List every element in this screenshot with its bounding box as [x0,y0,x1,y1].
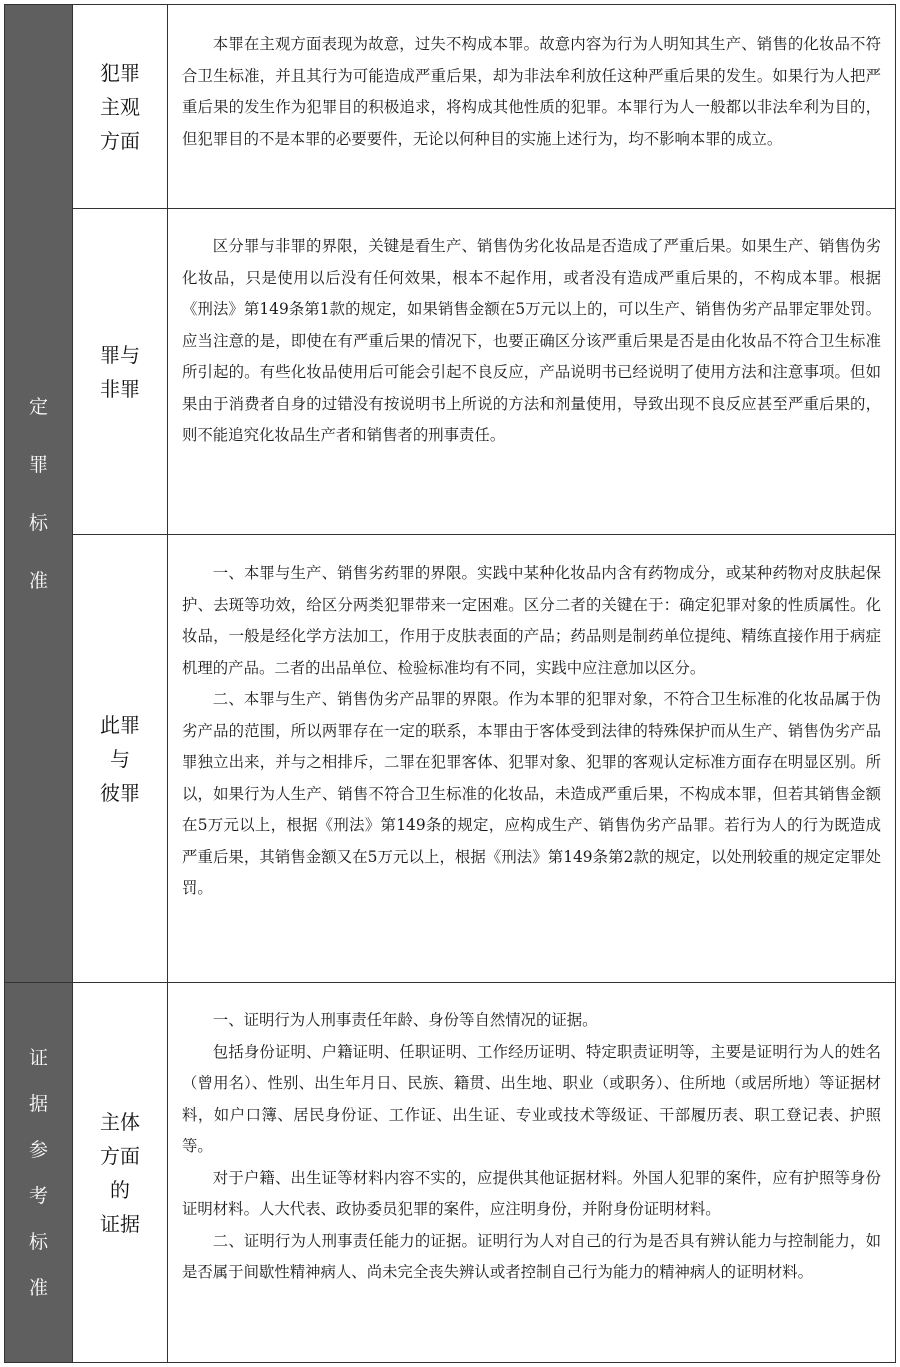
row-label-line: 彼罪 [100,780,140,805]
section-char: 参 [28,1138,48,1161]
row-label-line: 犯罪 [100,60,140,85]
paragraph: 二、证明行为人刑事责任能力的证据。证明行为人对自己的行为是否具有辨认能力与控制能力，如是否属于间歇性精神病人、尚未完全丧失辨认或者控制自己行为能力的精神病人的证明材料。 [182,1231,881,1281]
row-label-line: 此罪 [100,712,140,737]
section-char: 标 [28,511,48,534]
section-char: 据 [28,1092,48,1115]
section-char: 标 [28,1230,48,1253]
section-char: 准 [28,569,48,592]
section-label-evidence-standard [5,983,73,1362]
row-label-line: 方面 [100,1143,140,1168]
paragraph: 一、证明行为人刑事责任年龄、身份等自然情况的证据。 [212,1011,598,1029]
row-label-crime-or-not [73,209,168,535]
row-label-line: 主观 [100,94,140,119]
section-char: 证 [28,1046,48,1069]
section-label-conviction-standard [5,5,73,983]
paragraph: 对于户籍、出生证等材料内容不实的，应提供其他证据材料。外国人犯罪的案件，应有护照等身份证明材料。人大代表、政协委员犯罪的案件，应注明身份，并附身份证明材料。 [182,1168,881,1218]
row-label-subjective-aspect [73,5,168,209]
row-content-this-vs-other-crime [168,535,895,983]
section-char: 罪 [28,453,48,476]
paragraph: 一、本罪与生产、销售劣药罪的界限。实践中某种化妆品内含有药物成分，或某种药物对皮肤起保护、去斑等功效，给区分两类犯罪带来一定困难。区分二者的关键在于：确定犯罪对象的性质属性。化妆品，一般是经化学方法加工，作用于皮肤表面的产品；药品则是制药单位提纯、精练直接作用于病症机理的产品。二者的出品单位、检验标准均有不同，实践中应注意加以区分。 [182,564,881,677]
paragraph: 二、本罪与生产、销售伪劣产品罪的界限。作为本罪的犯罪对象，不符合卫生标准的化妆品属于伪劣产品的范围，所以两罪存在一定的联系，本罪由于客体受到法律的特殊保护而从生产、销售伪劣产品罪独立出来，并与之相排斥，二罪在犯罪客体、犯罪对象、犯罪的客观认定标准方面存在明显区别。所以，如果行为人生产、销售不符合卫生标准的化妆品，未造成严重后果，不构成本罪，但若其销售金额在5万元以上，根据《刑法》第149条的规定，应构成生产、销售伪劣产品罪。若行为人的行为既造成严重后果，其销售金额又在5万元以上，根据《刑法》第149条第2款的规定，以处刑较重的规定定罪处罚。 [182,690,881,897]
row-label-subject-evidence [73,983,168,1362]
paragraph: 区分罪与非罪的界限，关键是看生产、销售伪劣化妆品是否造成了严重后果。如果生产、销售伪劣化妆品，只是使用以后没有任何效果，根本不起作用，或者没有造成严重后果的，不构成本罪。根据《刑法》第149条第1款的规定，如果销售金额在5万元以上的，可以生产、销售伪劣产品罪定罪处罚。应当注意的是，即使在有严重后果的情况下，也要正确区分该严重后果是否是由化妆品不符合卫生标准所引起的。有些化妆品使用后可能会引起不良反应，产品说明书已经说明了使用方法和注意事项。但如果由于消费者自身的过错没有按说明书上所说的方法和剂量使用，导致出现不良反应甚至严重后果的，则不能追究化妆品生产者和销售者的刑事责任。 [182,237,881,444]
row-label-line: 的 [110,1177,130,1202]
row-label-line: 证据 [100,1211,140,1236]
row-label-line: 罪与 [100,342,140,367]
row-label-this-vs-other-crime [73,535,168,983]
paragraph: 本罪在主观方面表现为故意，过失不构成本罪。故意内容为行为人明知其生产、销售的化妆品不符合卫生标准，并且其行为可能造成严重后果，却为非法牟利放任这种严重后果的发生。如果行为人把严重后果的发生作为犯罪目的积极追求，将构成其他性质的犯罪。本罪行为人一般都以非法牟利为目的，但犯罪目的不是本罪的必要要件，无论以何种目的实施上述行为，均不影响本罪的成立。 [182,35,881,148]
row-content-subject-evidence [168,983,895,1362]
row-label-line: 非罪 [100,376,140,401]
paragraph: 包括身份证明、户籍证明、任职证明、工作经历证明、特定职责证明等，主要是证明行为人的姓名（曾用名）、性别、出生年月日、民族、籍贯、出生地、职业（或职务）、住所地（或居所地）等证据材料，如户口簿、居民身份证、工作证、出生证、专业或技术等级证、干部履历表、职工登记表、护照等。 [182,1042,881,1155]
section-char: 准 [28,1276,48,1299]
row-label-line: 主体 [100,1109,140,1134]
row-content-crime-or-not [168,209,895,535]
criteria-table [5,5,895,1362]
section-char: 定 [28,395,48,418]
row-label-line: 与 [110,746,130,771]
row-label-line: 方面 [100,128,140,153]
document-page [4,4,896,1363]
section-char: 考 [28,1184,48,1207]
row-content-subjective-aspect [168,5,895,209]
